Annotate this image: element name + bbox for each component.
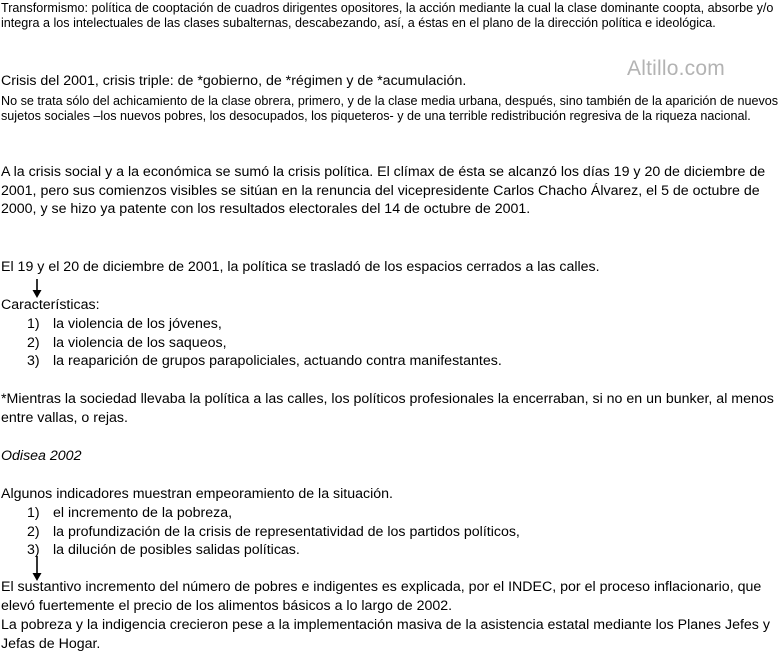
altillo-watermark: Altillo.com [627, 57, 725, 80]
crisis-politica-paragraph: A la crisis social y a la económica se sumó la crisis política. El clímax de ésta se alcanzó los días 19 y 20 de diciembre de 2001, pero sus comienzos visibles se sitúan en la renuncia del vicepresidente Carlos Chacho Álvarez, el 5 de octubre de 2000, y se hizo ya patente con los resultados electorales del 14 de octubre de 2001. [1, 164, 766, 218]
indicadores-heading: Algunos indicadores muestran empeoramiento de la situación. [1, 486, 393, 502]
list-item: 2) la violencia de los saqueos, [27, 334, 227, 351]
calles-paragraph: El 19 y el 20 de diciembre de 2001, la política se trasladó de los espacios cerrados a las calles. [1, 259, 600, 275]
list-item: 1) la violencia de los jóvenes, [27, 316, 222, 332]
list-item: 2) la profundización de la crisis de representatividad de los partidos políticos, [27, 523, 520, 540]
list-item: 1) el incremento de la pobreza, [27, 505, 233, 521]
crisis-body: No se trata sólo del achicamiento de la clase obrera, primero, y de la clase media urbana, después, sino también de la aparición de nuevos sujetos sociales –los nuevos pobres, los desocupados, los piqueteros- y de una terrible redistribución regresiva de la riqueza nacional. [1, 94, 779, 124]
list-item: 3) la dilución de posibles salidas políticas. [27, 542, 300, 559]
intro-paragraph: Transformismo: política de cooptación de cuadros dirigentes opositores, la acción mediante la cual la clase dominante coopta, absorbe y/o integra a los intelectuales de las clases subalternas, descabezando, así, a éstas en el plano de la dirección política e ideológica. [1, 1, 774, 31]
indec-paragraph: El sustantivo incremento del número de pobres e indigentes es explicada, por el INDEC, por el proceso inflacionario, que elevó fuertemente el precio de los alimentos básicos a lo largo de 2002. [1, 579, 762, 614]
odisea-title: Odisea 2002 [1, 448, 82, 464]
bunker-paragraph: *Mientras la sociedad llevaba la política a las calles, los políticos profesionales la encerraban, si no en un bunker, al menos entre vallas, o rejas. [1, 391, 774, 426]
caracteristicas-heading: Características: [1, 297, 100, 313]
indicadores-list [0, 504, 520, 560]
caracteristicas-list [0, 315, 502, 371]
crisis-heading: Crisis del 2001, crisis triple: de *gobierno, de *régimen y de *acumulación. [1, 73, 467, 89]
list-item: 3) la reaparición de grupos parapoliciales, actuando contra manifestantes. [27, 353, 502, 370]
planes-paragraph: La pobreza y la indigencia crecieron pese a la implementación masiva de la asistencia estatal mediante los Planes Jefes y Jefas de Hogar. [1, 617, 770, 652]
